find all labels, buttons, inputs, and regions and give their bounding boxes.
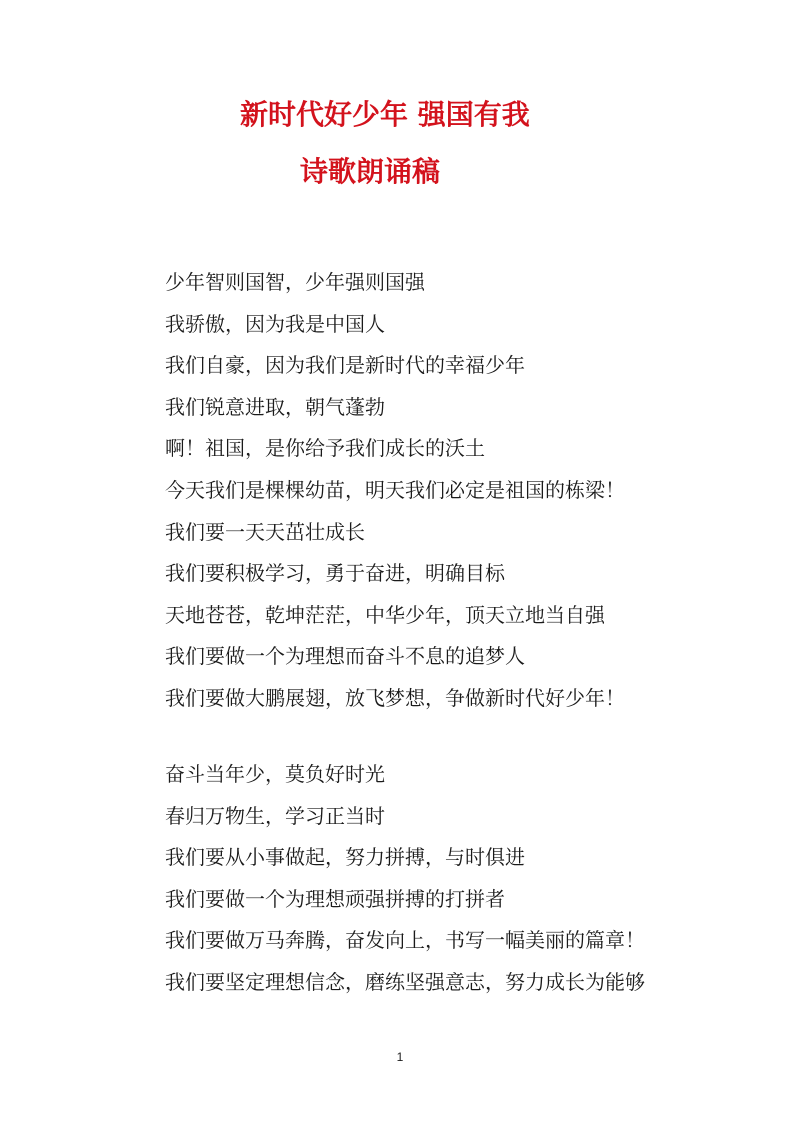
poem-line: 啊！祖国，是你给予我们成长的沃土 [165, 436, 485, 461]
poem-line: 我们要做大鹏展翅，放飞梦想，争做新时代好少年！ [165, 685, 625, 710]
poem-line: 我们要坚定理想信念，磨练坚强意志，努力成长为能够 [165, 969, 645, 994]
poem-line: 我们要从小事做起，努力拼搏，与时俱进 [165, 845, 525, 870]
poem-line: 我们要做一个为理想顽强拼搏的打拼者 [165, 886, 505, 911]
poem-line: 少年智则国智，少年强则国强 [165, 270, 425, 294]
poem-line: 我们要一天天茁壮成长 [165, 519, 365, 544]
document-title: 新时代好少年 强国有我 [240, 98, 530, 131]
page-number: 1 [396, 1050, 404, 1064]
stanza-1 [165, 262, 625, 720]
poem-line: 奋斗当年少，莫负好时光 [165, 762, 385, 786]
poem-line: 我们要做一个为理想而奋斗不息的追梦人 [165, 644, 525, 669]
document-subtitle: 诗歌朗诵稿 [300, 155, 441, 188]
poem-line: 我骄傲，因为我是中国人 [165, 311, 385, 336]
poem-line: 我们锐意进取，朝气蓬勃 [165, 394, 385, 419]
poem-line: 我们要做万马奔腾，奋发向上，书写一幅美丽的篇章！ [165, 928, 645, 953]
stanza-2 [165, 754, 645, 1004]
poem-line: 今天我们是棵棵幼苗，明天我们必定是祖国的栋梁！ [165, 477, 625, 502]
poem-line: 春归万物生，学习正当时 [165, 803, 385, 828]
poem-line: 天地苍苍，乾坤茫茫，中华少年，顶天立地当自强 [165, 602, 605, 627]
poem-line: 我们要积极学习，勇于奋进，明确目标 [165, 561, 505, 586]
poem-line: 我们自豪，因为我们是新时代的幸福少年 [165, 353, 525, 378]
